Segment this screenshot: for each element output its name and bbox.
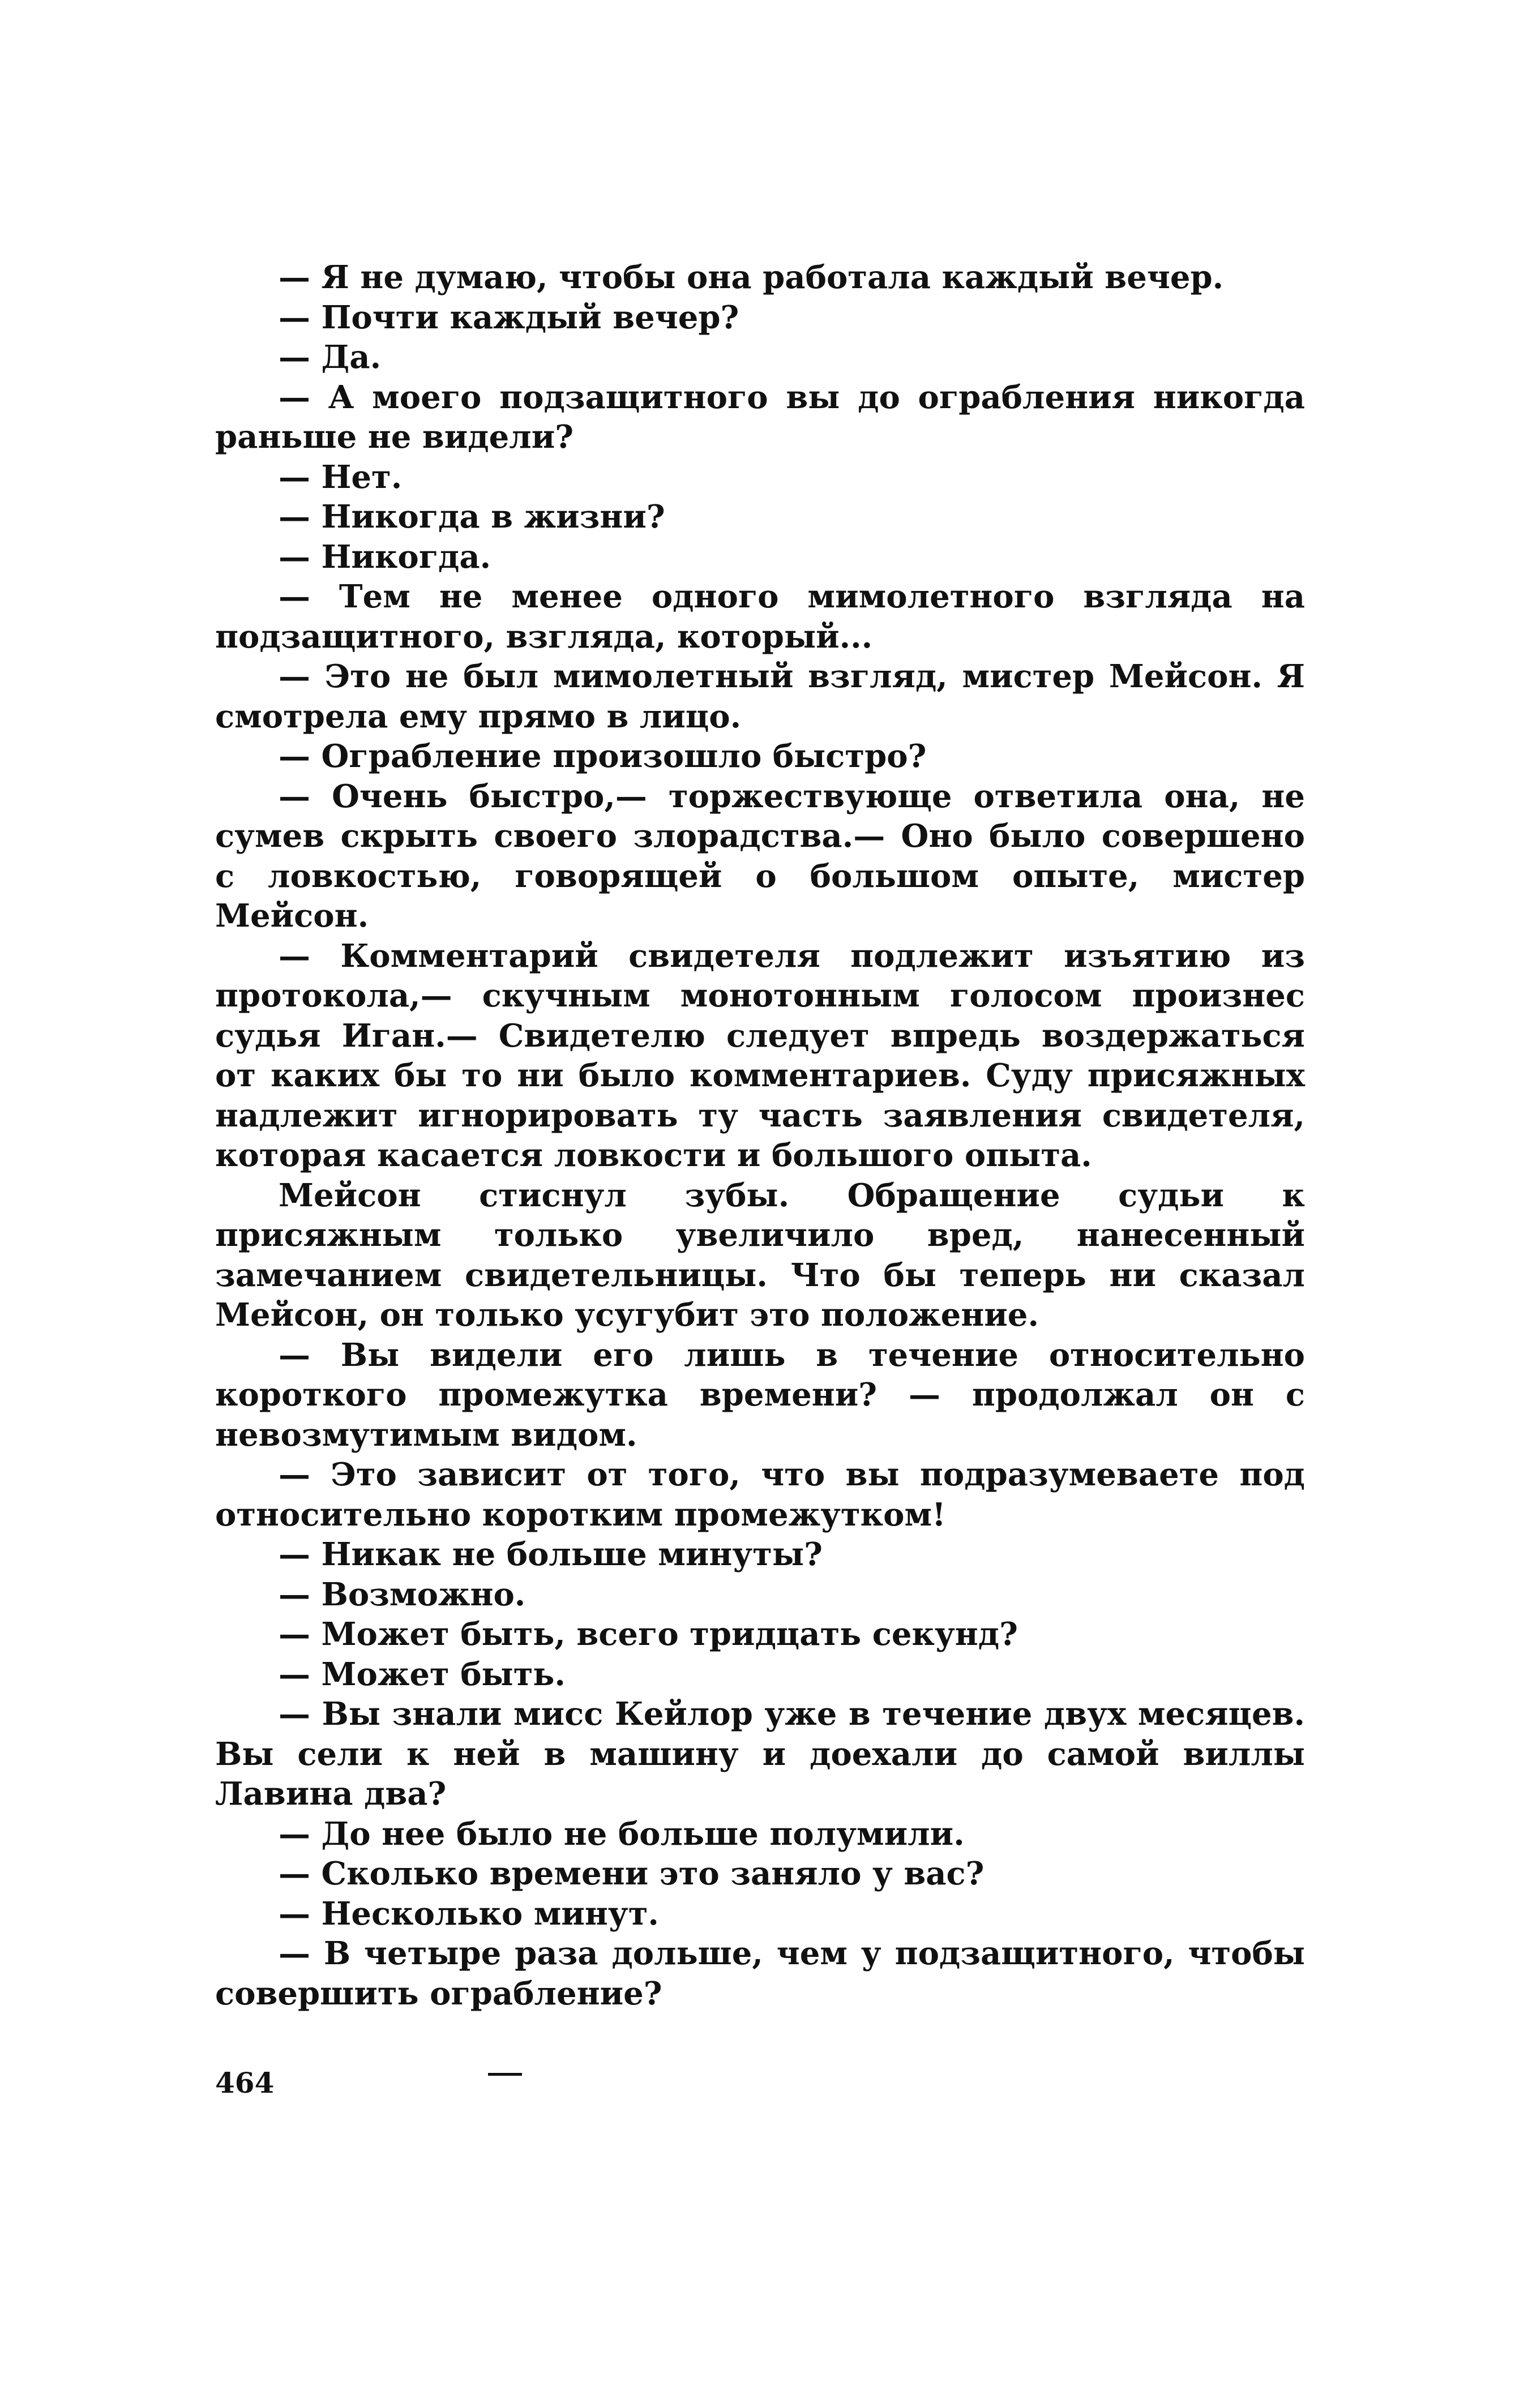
paragraph: — Сколько времени это заняло у вас? [279,1855,985,1892]
paragraph: — А моего подзащитного вы до ограбления никогда раньше не видели? [215,378,1305,456]
paragraph: — Да. [279,339,382,376]
paragraph: — Я не думаю, чтобы она работала каждый вечер. [279,259,1224,296]
paragraph: — Никогда. [279,538,491,576]
paragraph: Мейсон стиснул зубы. Обращение судьи к присяжным только увеличило вред, нанесенный замечанием свидетельницы. Что бы теперь ни сказал Мейсон, он только усугубит это положение. [215,1176,1305,1334]
paragraph: — Комментарий свидетеля подлежит изъятию из протокола,— скучным монотонным голосом произнес судья Иган.— Свидетелю следует впредь воздержаться от каких бы то ни было комментариев. Суду присяжных надлежит игнорировать ту часть заявления свидетеля, которая касается ловкости и большого опыта. [215,937,1305,1174]
paragraph: — Возможно. [279,1575,526,1613]
paragraph: — Ограбление произошло быстро? [279,738,927,775]
paragraph: — Вы видели его лишь в течение относительно короткого промежутка времени? — продолжал он с невозмутимым видом. [215,1336,1305,1454]
paragraph: — Это не был мимолетный взгляд, мистер Мейсон. Я смотрела ему прямо в лицо. [215,658,1305,735]
paragraph: — В четыре раза дольше, чем у подзащитного, чтобы совершить ограбление? [215,1935,1305,2012]
paragraph: — Может быть, всего тридцать секунд? [279,1616,1018,1653]
paragraph: — Никогда в жизни? [279,498,665,535]
paragraph: — Почти каждый вечер? [279,298,739,336]
paragraph: — Тем не менее одного мимолетного взгляда на подзащитного, взгляда, который... [215,578,1305,655]
paragraph: — Может быть. [279,1655,566,1693]
paragraph: — Вы знали мисс Кейлор уже в течение двух месяцев. Вы сели к ней в машину и доехали до самой виллы Лавина два? [215,1695,1305,1813]
paragraph: — Очень быстро,— торжествующе ответила она, не сумев скрыть своего злорадства.— Оно было совершено с ловкостью, говорящей о большом опыте, мистер Мейсон. [215,777,1305,935]
paragraph: — Никак не больше минуты? [279,1536,823,1573]
paragraph: — Несколько минут. [279,1895,659,1933]
paragraph: — Нет. [279,458,403,496]
paragraph: — До нее было не больше полумили. [279,1815,965,1853]
paragraph: — Это зависит от того, что вы подразумеваете под относительно коротким промежутком! [215,1456,1305,1533]
page-text [215,258,1305,2013]
page-number: 464 [215,2066,275,2099]
footer-dash [488,2073,522,2076]
